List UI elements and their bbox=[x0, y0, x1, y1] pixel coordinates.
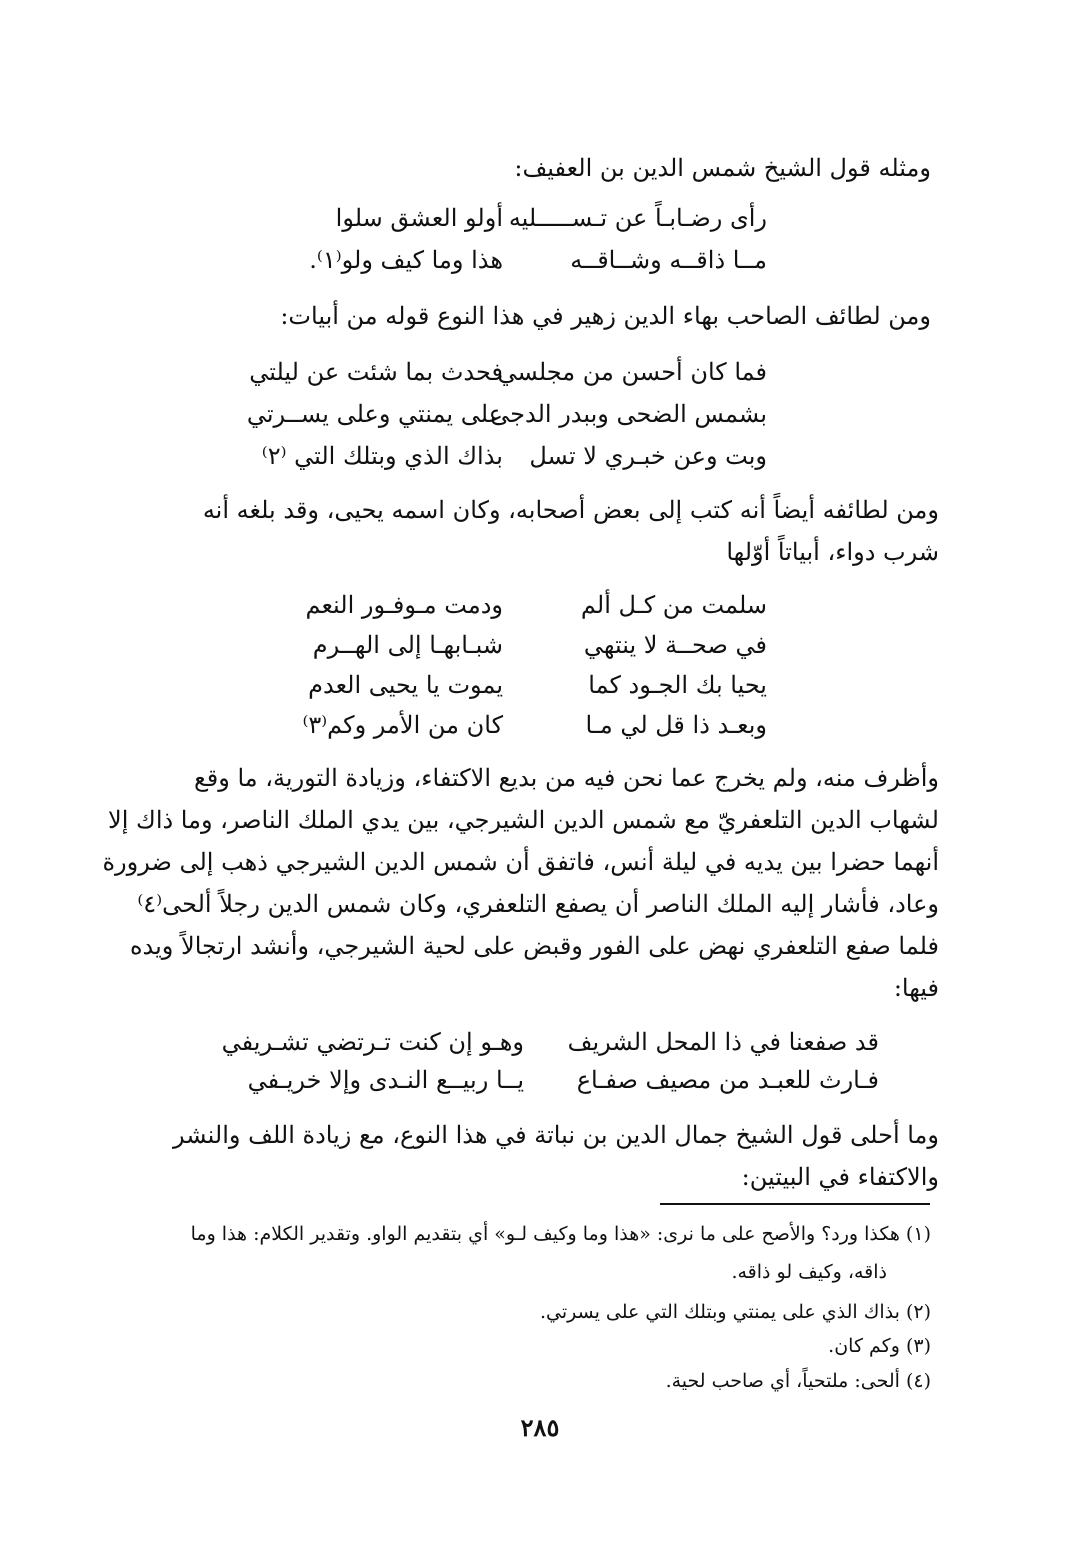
footnote-separator bbox=[660, 1203, 930, 1205]
verse-hemistich: أولو العشق سلوا bbox=[335, 204, 503, 232]
verse-hemistich: فحدث بما شئت عن ليلتي bbox=[249, 358, 503, 386]
verse-hemistich: يــا ربيــع النـدى وإلا خريـفي bbox=[247, 1066, 524, 1094]
footnote-4: (٤) ألحى: ملتحياً، أي صاحب لحية. bbox=[665, 1370, 931, 1392]
text-line: والاكتفاء في البيتين: bbox=[741, 1163, 939, 1191]
verse-hemistich: بذاك الذي وبتلك التي ⁽٢⁾ bbox=[261, 442, 503, 470]
verse-hemistich: مــا ذاقــه وشــاقــه bbox=[570, 246, 767, 274]
verse-hemistich: يموت يا يحيى العدم bbox=[308, 671, 503, 699]
verse-hemistich: فما كان أحسن من مجلسي bbox=[497, 358, 767, 386]
footnote-1: (١) هكذا ورد؟ والأصح على ما نرى: «هذا وما وكيف لـو» أي بتقديم الواو. وتقدير الكلام: هذا وما bbox=[190, 1223, 931, 1245]
verse-hemistich: وبعـد ذا قل لي مـا bbox=[585, 711, 767, 739]
paragraph-intro-ibn-afif: ومثله قول الشيخ شمس الدين بن العفيف: bbox=[514, 154, 931, 182]
text-line: فيها: bbox=[893, 974, 939, 1002]
paragraph-intro-zuhair: ومن لطائف الصاحب بهاء الدين زهير في هذا النوع قوله من أبيات: bbox=[280, 302, 931, 330]
page-number: ٢٨٥ bbox=[520, 1413, 560, 1442]
text-line: أنهما حضرا بين يديه في ليلة أنس، فاتفق أن شمس الدين الشيرجي ذهب إلى ضرورة bbox=[102, 848, 939, 876]
verse-hemistich: وهـو إن كنت تـرتضي تشـريفي bbox=[221, 1028, 524, 1056]
footnote-2: (٢) بذاك الذي على يمنتي وبتلك التي على يسرتي. bbox=[539, 1301, 931, 1323]
text-line: ومن لطائفه أيضاً أنه كتب إلى بعض أصحابه، وكان اسمه يحيى، وقد بلغه أنه bbox=[202, 496, 939, 524]
verse-hemistich: رأى رضـابـاً عن تـســـــليه bbox=[508, 204, 767, 232]
verse-hemistich: ودمت مـوفـور النعم bbox=[305, 591, 503, 619]
text-line: وأظرف منه، ولم يخرج عما نحن فيه من بديع الاكتفاء، وزيادة التورية، ما وقع bbox=[194, 764, 939, 792]
verse-hemistich: قد صفعنا في ذا المحل الشريف bbox=[567, 1028, 879, 1056]
verse-hemistich: سلمت من كـل ألم bbox=[580, 591, 767, 619]
text-line: شرب دواء، أبياتاً أوّلها bbox=[726, 538, 939, 566]
footnote-1-continued: ذاقه، وكيف لو ذاقه. bbox=[731, 1261, 887, 1283]
verse-hemistich: وبت وعن خبـري لا تسل bbox=[529, 442, 767, 470]
text-line: لشهاب الدين التلعفريّ مع شمس الدين الشيرجي، بين يدي الملك الناصر، وما ذاك إلا bbox=[108, 806, 939, 834]
footnote-3: (٣) وكم كان. bbox=[828, 1335, 931, 1357]
verse-hemistich: يحيا بك الجـود كما bbox=[588, 671, 767, 699]
verse-hemistich: في صحــة لا ينتهي bbox=[583, 631, 767, 659]
text-line: وعاد، فأشار إليه الملك الناصر أن يصفع التلعفري، وكان شمس الدين رجلاً ألحى⁽٤⁾ bbox=[137, 890, 939, 918]
text-line: فلما صفع التلعفري نهض على الفور وقبض على لحية الشيرجي، وأنشد ارتجالاً ويده bbox=[129, 932, 939, 960]
verse-hemistich: هذا وما كيف ولو⁽١⁾. bbox=[309, 246, 503, 274]
verse-hemistich: على يمنتي وعلى يســرتي bbox=[246, 400, 503, 428]
verse-hemistich: كان من الأمر وكم⁽٣⁾ bbox=[302, 711, 503, 739]
verse-hemistich: بشمس الضحى وببدر الدجى bbox=[490, 400, 767, 428]
verse-hemistich: فـارث للعبـد من مصيف صفـاع bbox=[576, 1066, 879, 1094]
text-line: وما أحلى قول الشيخ جمال الدين بن نباتة في هذا النوع، مع زيادة اللف والنشر bbox=[173, 1121, 939, 1149]
verse-hemistich: شبـابهـا إلى الهــرم bbox=[312, 631, 503, 659]
